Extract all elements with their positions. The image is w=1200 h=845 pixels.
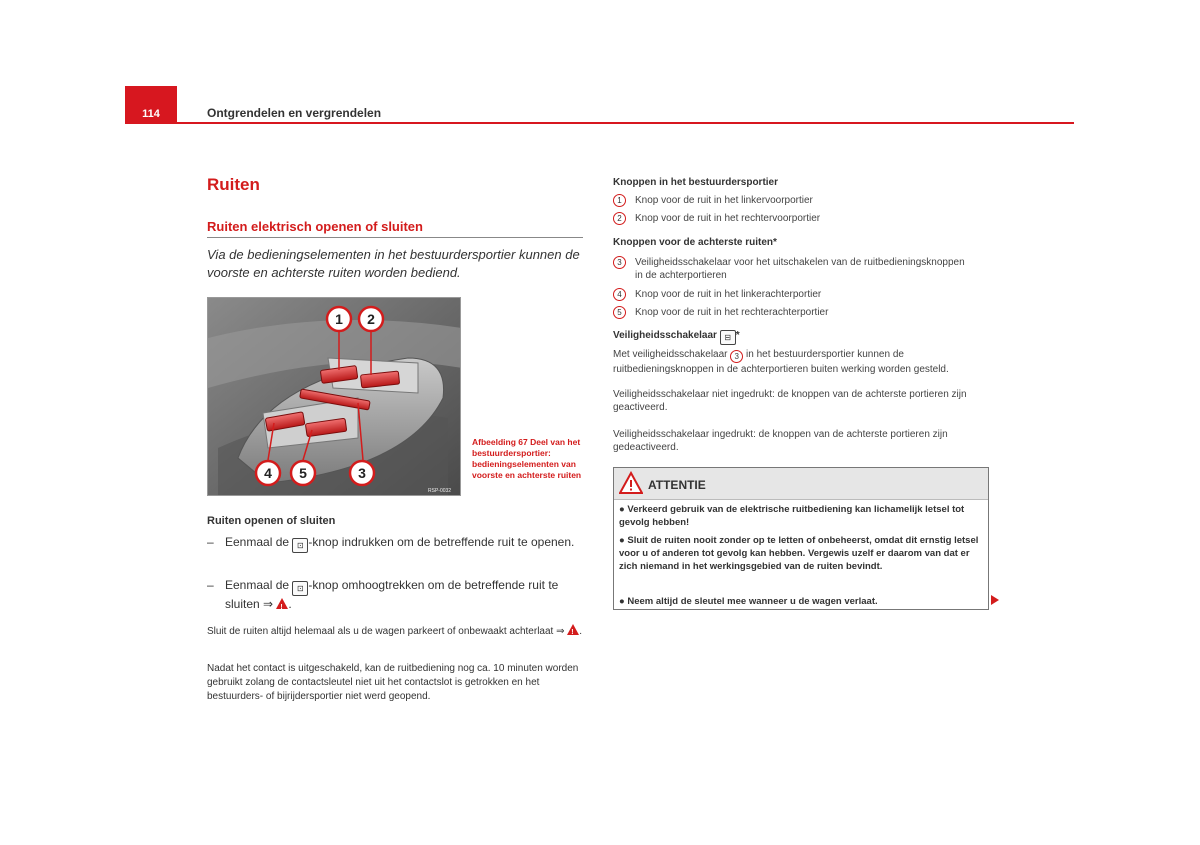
warning-triangle-icon — [619, 471, 643, 495]
list-item: 5 Knop voor de ruit in het rechterachterportier — [613, 306, 993, 319]
window-switch-icon: ⊡ — [292, 538, 308, 553]
callout-4 — [256, 461, 280, 485]
bullet-close: – Eenmaal de ⊡ -knop omhoogtrekken om de betreffende ruit te sluiten ⇒ !. — [207, 577, 583, 612]
ignition-note: Nadat het contact is uitgeschakeld, kan de ruitbediening nog ca. 10 minuten worden gebruikt zolang de contactsleutel niet uit het contactslot is getrokken en het bestuurders- of bijrijdersportier niet werd geopend. — [207, 663, 579, 702]
section-subtitle: Ruiten elektrisch openen of sluiten — [207, 219, 423, 234]
rear-buttons-heading: Knoppen voor de achterste ruiten* — [613, 237, 777, 248]
attention-item: ● Sluit de ruiten nooit zonder op te letten of onbeheerst, omdat dit ernstig letsel voor u of anderen tot gevolg kan hebben. Vergewis uzelf er daarom van dat er zich niemand in het werkingsgebied van de ruiten bevindt. — [619, 535, 979, 572]
list-item: 1 Knop voor de ruit in het linkervoorportier — [613, 194, 993, 207]
driver-door-heading: Knoppen in het bestuurdersportier — [613, 177, 779, 188]
warning-icon — [276, 598, 288, 609]
attention-item: ● Verkeerd gebruik van de elektrische ruitbediening kan lichamelijk letsel tot gevolg hebben! — [619, 504, 965, 528]
door-panel-figure — [207, 297, 461, 496]
warning-icon — [567, 624, 579, 635]
svg-text:1: 1 — [335, 311, 343, 327]
svg-text:3: 3 — [358, 465, 366, 481]
open-close-heading: Ruiten openen of sluiten — [207, 515, 336, 527]
page-number: 114 — [142, 108, 160, 120]
callout-1 — [327, 307, 351, 331]
callout-5 — [291, 461, 315, 485]
window-switch-icon: ⊡ — [292, 581, 308, 596]
callout-3 — [350, 461, 374, 485]
attention-label: ATTENTIE — [648, 478, 706, 492]
safety-switch-heading: Veiligheidsschakelaar ⊟ * — [613, 330, 740, 345]
running-head: Ontgrendelen en vergrendelen — [207, 106, 382, 120]
switch-pressed-text: Veiligheidsschakelaar ingedrukt: de knoppen van de achterste portieren zijn gedeactiveerd. — [613, 429, 948, 453]
header-rule — [177, 122, 1074, 124]
attention-item: ● Neem altijd de sleutel mee wanneer u de wagen verlaat. — [619, 596, 878, 607]
bullet-open: – Eenmaal de ⊡ -knop indrukken om de betreffende ruit te openen. — [207, 534, 583, 553]
door-panel-illustration — [208, 298, 461, 496]
figure-caption: Afbeelding 67 Deel van het bestuurdersportier: bedieningselementen van voorste en achterste ruiten — [472, 437, 582, 480]
child-lock-icon: ⊟ — [720, 330, 736, 345]
list-item: 3 Veiligheidsschakelaar voor het uitschakelen van de ruitbedieningsknoppen in de achterportieren — [613, 256, 973, 282]
continue-arrow-icon — [991, 595, 999, 605]
subtitle-rule — [207, 237, 583, 238]
svg-text:5: 5 — [299, 465, 307, 481]
switch-not-pressed-text: Veiligheidsschakelaar niet ingedrukt: de knoppen van de achterste portieren zijn geactiveerd. — [613, 389, 967, 413]
intro-text: Via de bedieningselementen in het bestuurdersportier kunnen de voorste en achterste ruiten worden bediend. — [207, 247, 580, 280]
list-item: 2 Knop voor de ruit in het rechtervoorportier — [613, 212, 993, 225]
figure-code: RSP-0032 — [428, 488, 452, 494]
svg-text:4: 4 — [264, 465, 272, 481]
svg-text:2: 2 — [367, 311, 375, 327]
callout-2 — [359, 307, 383, 331]
section-title: Ruiten — [207, 175, 260, 194]
park-note: Sluit de ruiten altijd helemaal als u de wagen parkeert of onbewaakt achterlaat ⇒ !. — [207, 624, 583, 639]
safety-switch-text: Met veiligheidsschakelaar 3 in het bestuurdersportier kunnen de ruitbedieningsknoppen in de achterportieren buiten werking worden gesteld. — [613, 349, 949, 375]
list-item: 4 Knop voor de ruit in het linkerachterportier — [613, 288, 993, 301]
